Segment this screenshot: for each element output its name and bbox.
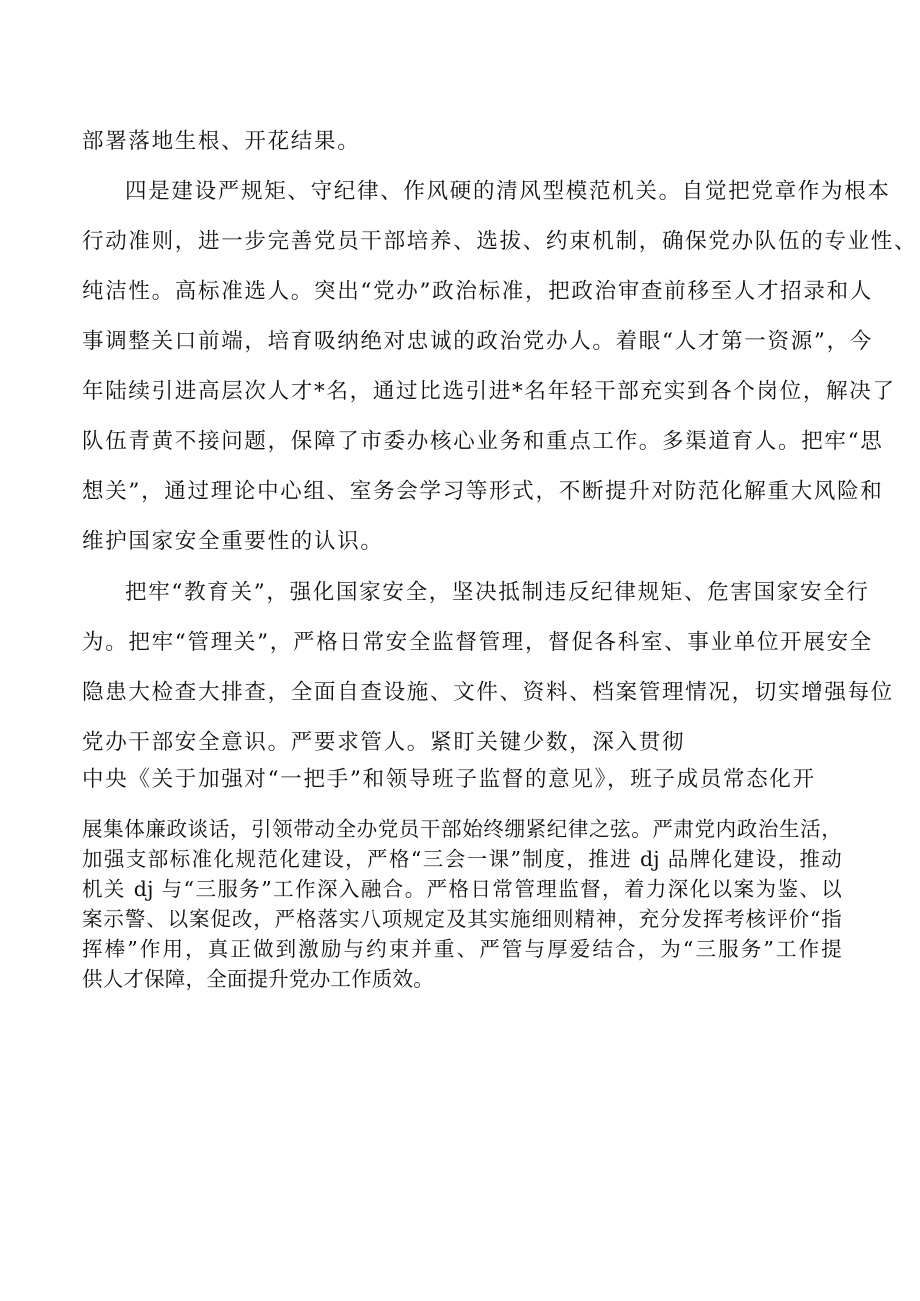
text-line-15: 展集体廉政谈话，引领带动全办党员干部始终绷紧纪律之弦。严肃党内政治生活， [82, 817, 842, 841]
text-line-3: 行动准则，进一步完善党员干部培养、选拔、约束机制，确保党办队伍的专业性、 [82, 229, 918, 254]
text-line-8: 想关”，通过理论中心组、室务会学习等形式，不断提升对防范化解重大风险和 [82, 479, 884, 504]
text-line-10: 把牢“教育关”，强化国家安全，坚决抵制违反纪律规矩、危害国家安全行 [125, 580, 870, 605]
text-line-18: 案示警、以案促改，严格落实八项规定及其实施细则精神，充分发挥考核评价“指 [82, 907, 842, 931]
text-line-20: 供人才保障，全面提升党办工作质效。 [82, 967, 434, 991]
text-line-14: 中央《关于加强对“一把手”和领导班子监督的意见》，班子成员常态化开 [82, 767, 816, 792]
text-line-11: 为。把牢“管理关”，严格日常安全监督管理，督促各科室、事业单位开展安全 [82, 630, 873, 655]
text-line-5: 事调整关口前端，培育吸纳绝对忠诚的政治党办人。着眼“人才第一资源”，今 [82, 329, 873, 354]
text-line-16: 加强支部标准化规范化建设，严格“三会一课”制度，推进 dj 品牌化建设，推动 [82, 847, 842, 871]
text-line-19: 挥棒”作用，真正做到激励与约束并重、严管与厚爱结合，为“三服务”工作提 [82, 937, 842, 961]
text-line-13: 党办干部安全意识。严要求管人。紧盯关键少数，深入贯彻 [82, 730, 686, 755]
text-line-9: 维护国家安全重要性的认识。 [82, 529, 384, 554]
text-line-17: 机关 dj 与“三服务”工作深入融合。严格日常管理监督，着力深化以案为鉴、以 [82, 877, 842, 901]
text-line-12: 隐患大检查大排查，全面自查设施、文件、资料、档案管理情况，切实增强每位 [82, 680, 895, 705]
text-line-2: 四是建设严规矩、守纪律、作风硬的清风型模范机关。自觉把党章作为根本 [125, 179, 891, 204]
text-line-4: 纯洁性。高标准选人。突出“党办”政治标准，把政治审查前移至人才招录和人 [82, 279, 873, 304]
text-line-1: 部署落地生根、开花结果。 [82, 129, 361, 154]
text-line-6: 年陆续引进高层次人才*名，通过比选引进*名年轻干部充实到各个岗位，解决了 [82, 379, 896, 404]
text-line-7: 队伍青黄不接问题，保障了市委办核心业务和重点工作。多渠道育人。把牢“思 [82, 429, 884, 454]
